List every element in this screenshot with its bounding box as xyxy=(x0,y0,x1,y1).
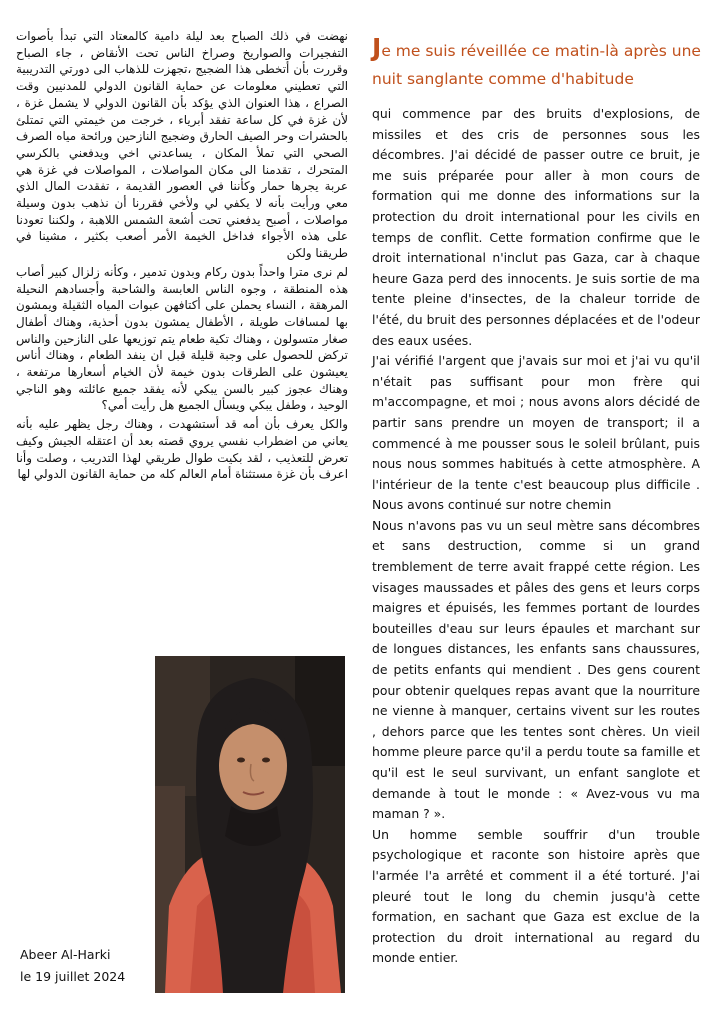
author-portrait-image xyxy=(155,656,345,993)
author-signature xyxy=(20,944,155,988)
article-title xyxy=(372,34,708,93)
author-photo xyxy=(155,656,345,993)
arabic-paragraph-1: نهضت في ذلك الصباح بعد ليلة دامية كالمعتاد التي تبدأ بأصوات التفجيرات والصواريخ وصراخ الناس تحت الأنقاض ، جاء الصباح وقررت بأن أتخطى هذا الضجيج ،تجهزت للذهاب الى دورتي التدريبية التي تعطيني معلومات عن حماية القانون الدولي للمدنيين وقت الصراع ، هذا العنوان الذي يؤكد بأن القانون الدولي لا يشمل غزة ، لأن غزة في كل ساعة تفقد أبرياء ، خرجت من خيمتي التي تمتلئ بالحشرات وحر الصيف الحارق وضجيج النازحين ورائحة مياه الصرف الصحي التي تملأ المكان ، يساعدني اخي ويدفعني بالكرسي المتحرك ، تقدمنا الى مكان المواصلات ، المواصلات في غزة هي عربة يجرها حمار وكأننا في العصور القديمة ، تفقدت المال الذي معي ورأيت بأنه لا يكفي لي ولأخي فقررنا أن نذهب بدون وسيلة مواصلات ، أصبح يدفعني تحت أشعة الشمس اللاهبة ، ولكننا تعودنا على هذه الأجواء فداخل الخيمة الأمر أصعب بكثير ، مشينا في طريقنا ولكن xyxy=(16,29,348,261)
article-date: le 19 juillet 2024 xyxy=(20,969,126,984)
title-initial: J xyxy=(372,33,382,62)
arabic-paragraph-3: والكل يعرف بأن أمه قد أستشهدت ، وهناك رجل يظهر عليه بأنه يعاني من اضطراب نفسي يروي قصته بعد أن اعتقله الجيش وكيف تعرض للتعذيب ، لقد بكيت طوال طريقي لهذا التدريب ، وصلت وأنا اعرف بأن غزة مستثناة أمام العالم كله من حماية القانون الدولي لها xyxy=(16,417,348,482)
title-text: e me suis réveillée ce matin-là après une nuit sanglante comme d'habitude xyxy=(372,42,701,88)
french-paragraph-3: Nous n'avons pas vu un seul mètre sans décombres et sans destruction, comme si un grand tremblement de terre avait frappé cette région. Les visages maussades et pâles des gens et leurs corps maigres et épuisés, les femmes portant de lourdes bouteilles d'eau sur leurs épaules et marchant sur de longues distances, les enfants sans chaussures, de petits enfants qui mendient . Des gens courent pour obtenir quelques repas avant que la nourriture ne vienne à manquer, certains vivent sur les routes , dehors parce que les tentes sont chères. Un vieil homme pleure parce qu'il a perdu toute sa famille et qu'il est le seul survivant, un enfant sanglote et demande à tout le monde : « Avez-vous vu ma maman ? ». xyxy=(372,517,700,822)
arabic-paragraph-2: لم نرى مترا واحداً بدون ركام وبدون تدمير ، وكأنه زلزال كبير أصاب هذه المنطقة ، وجوه الناس العابسة والشاحبة وأجسادهم النحيلة المرهقة ، النساء يحملن على أكتافهن عبوات المياه الثقيلة ويمشون بها لمسافات طويلة ، الأطفال يمشون بدون أحذية، وهناك أطفال صغار متسولون ، وهناك تكية طعام يتم توزيعها على النازحين والناس تركض للحصول على وجبة قليلة قبل ان ينفد الطعام ، وهناك أناس يعيشون على الطرقات بدون خيمة لأن الخيام أسعارها مرتفعة ، وهناك عجوز كبير بالسن يبكي لأنه يفقد جميع عائلته وهو الناجي الوحيد ، وطفل يبكي ويسأل الجميع هل رأيت أمي؟ xyxy=(16,264,348,413)
arabic-article-column xyxy=(16,28,348,485)
french-paragraph-4: Un homme semble souffrir d'un trouble psychologique et raconte son histoire après que l'armée l'a arrêté et comment il a été torturé. J'ai pleuré tout le long du chemin jusqu'à cette formation, en sachant que Gaza est exclue de la protection du droit international au regard du monde entier. xyxy=(372,826,700,966)
french-paragraph-2: J'ai vérifié l'argent que j'avais sur moi et j'ai vu qu'il n'était pas suffisant pour mon frère qui m'accompagne, et moi ; nous avons alors décidé de partir sans prendre un moyen de transport; il a commencé à me pousser sous le soleil brûlant, puis nous nous sommes habitués à cette atmosphère. A l'intérieur de la tente c'est beaucoup plus difficile . Nous avons continué sur notre chemin xyxy=(372,353,700,513)
french-paragraph-1: qui commence par des bruits d'explosions, de missiles et des cris de personnes sous les décombres. J'ai décidé de passer outre ce bruit, je me suis préparée pour aller à mon cours de formation qui me donne des informations sur la protection du droit international pour les civils en temps de conflit. Cette formation confirme que le droit international n'inclut pas Gaza, car à chaque heure Gaza perd des innocents. Je suis sortie de ma tente pleine d'insectes, de la chaleur torride de l'été, du bruit des personnes déplacées et de l'odeur des eaux usées. xyxy=(372,106,700,348)
author-name: Abeer Al-Harki xyxy=(20,947,111,962)
french-article-column xyxy=(372,104,700,969)
